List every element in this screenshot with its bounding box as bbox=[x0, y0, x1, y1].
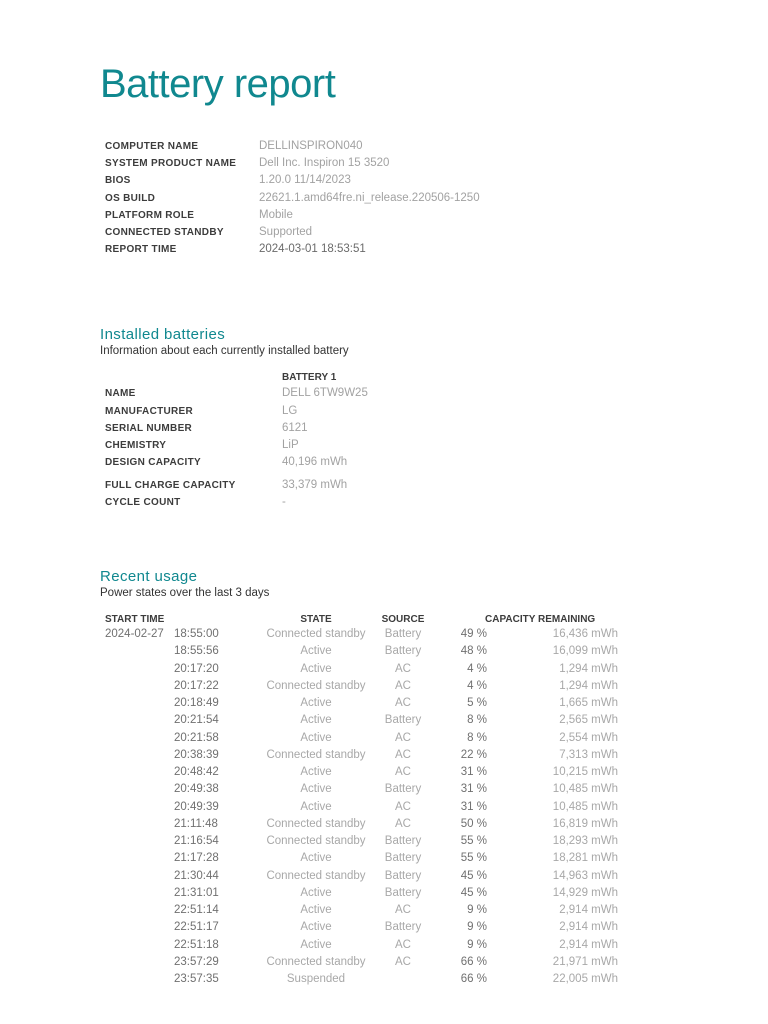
recent-usage-description: Power states over the last 3 days bbox=[100, 587, 270, 599]
usage-capacity-percent: 31 % bbox=[460, 800, 487, 813]
usage-capacity-percent: 9 % bbox=[467, 904, 487, 916]
usage-state: Connected standby bbox=[266, 748, 366, 761]
usage-capacity-percent: 22 % bbox=[460, 748, 487, 761]
usage-state: Connected standby bbox=[266, 869, 366, 882]
battery-field-value: DELL 6TW9W25 bbox=[282, 387, 368, 399]
usage-capacity-mwh: 2,914 mWh bbox=[559, 921, 618, 934]
battery-field-value: 6121 bbox=[282, 422, 308, 434]
usage-capacity-percent: 9 % bbox=[467, 938, 487, 951]
system-info-value: Dell Inc. Inspiron 15 3520 bbox=[259, 157, 390, 170]
battery-field-label: SERIAL NUMBER bbox=[105, 423, 193, 434]
usage-source: AC bbox=[395, 748, 411, 761]
usage-source: AC bbox=[395, 731, 411, 744]
battery-field-value: 40,196 mWh bbox=[282, 456, 348, 468]
usage-time: 20:38:39 bbox=[174, 748, 219, 761]
usage-source: Battery bbox=[384, 852, 422, 865]
system-info-value: DELLINSPIRON040 bbox=[259, 140, 363, 152]
usage-source: Battery bbox=[384, 835, 422, 847]
usage-capacity-percent: 55 % bbox=[460, 835, 487, 847]
usage-source: AC bbox=[395, 904, 411, 916]
page-title: Battery report bbox=[100, 62, 336, 106]
usage-time: 20:18:49 bbox=[174, 697, 219, 709]
usage-capacity-percent: 9 % bbox=[467, 921, 487, 934]
battery-field-value: - bbox=[282, 496, 286, 508]
usage-source: Battery bbox=[384, 783, 422, 796]
usage-state: Active bbox=[300, 731, 332, 744]
usage-source: Battery bbox=[384, 921, 422, 934]
source-header: SOURCE bbox=[381, 614, 425, 625]
usage-time: 22:51:18 bbox=[174, 938, 219, 951]
usage-time: 20:49:38 bbox=[174, 783, 219, 796]
usage-capacity-percent: 66 % bbox=[460, 955, 487, 968]
battery-field-label: DESIGN CAPACITY bbox=[105, 457, 201, 468]
system-info-value: 1.20.0 11/14/2023 bbox=[259, 174, 351, 187]
usage-capacity-percent: 66 % bbox=[460, 973, 487, 985]
system-info-label: REPORT TIME bbox=[105, 244, 177, 256]
usage-state: Active bbox=[300, 766, 332, 778]
usage-source: Battery bbox=[384, 886, 422, 899]
usage-time: 21:17:28 bbox=[174, 852, 219, 865]
system-info-label: PLATFORM ROLE bbox=[105, 209, 195, 221]
usage-capacity-mwh: 10,485 mWh bbox=[552, 783, 618, 796]
usage-source: Battery bbox=[384, 714, 422, 727]
usage-date: 2024-02-27 bbox=[105, 628, 164, 640]
usage-capacity-percent: 45 % bbox=[460, 886, 487, 899]
usage-capacity-percent: 49 % bbox=[460, 628, 487, 640]
usage-state: Active bbox=[300, 783, 332, 796]
usage-time: 21:16:54 bbox=[174, 835, 219, 847]
usage-state: Active bbox=[300, 645, 332, 658]
usage-capacity-percent: 45 % bbox=[460, 869, 487, 882]
usage-state: Active bbox=[300, 697, 332, 709]
usage-source: Battery bbox=[384, 645, 422, 658]
usage-time: 22:51:14 bbox=[174, 904, 219, 916]
usage-state: Suspended bbox=[286, 973, 346, 985]
usage-capacity-mwh: 2,914 mWh bbox=[559, 938, 618, 951]
usage-capacity-mwh: 2,554 mWh bbox=[559, 731, 618, 744]
usage-time: 20:21:54 bbox=[174, 714, 219, 727]
usage-source: AC bbox=[395, 766, 411, 778]
usage-source: AC bbox=[395, 955, 411, 968]
system-info-label: SYSTEM PRODUCT NAME bbox=[105, 158, 237, 170]
usage-capacity-percent: 4 % bbox=[467, 662, 487, 675]
usage-capacity-percent: 31 % bbox=[460, 783, 487, 796]
usage-capacity-mwh: 16,099 mWh bbox=[552, 645, 618, 658]
usage-time: 18:55:56 bbox=[174, 645, 219, 658]
usage-state: Active bbox=[300, 938, 332, 951]
usage-capacity-mwh: 1,294 mWh bbox=[559, 662, 618, 675]
usage-state: Connected standby bbox=[266, 817, 366, 830]
usage-source: AC bbox=[395, 817, 411, 830]
usage-capacity-mwh: 21,971 mWh bbox=[552, 955, 618, 968]
usage-state: Active bbox=[300, 714, 332, 727]
usage-state: Connected standby bbox=[266, 628, 366, 640]
recent-usage-heading: Recent usage bbox=[100, 568, 198, 585]
start-time-header: START TIME bbox=[105, 614, 165, 625]
battery-field-label: CHEMISTRY bbox=[105, 440, 167, 451]
system-info-value: 2024-03-01 18:53:51 bbox=[259, 243, 366, 256]
usage-capacity-mwh: 10,215 mWh bbox=[552, 766, 618, 778]
usage-capacity-mwh: 7,313 mWh bbox=[559, 748, 618, 761]
usage-capacity-mwh: 10,485 mWh bbox=[552, 800, 618, 813]
usage-source: AC bbox=[395, 679, 411, 692]
system-info-value: Mobile bbox=[259, 208, 293, 221]
usage-capacity-mwh: 16,819 mWh bbox=[552, 817, 618, 830]
system-info-value: Supported bbox=[259, 226, 313, 238]
usage-capacity-mwh: 16,436 mWh bbox=[552, 628, 618, 640]
usage-time: 20:48:42 bbox=[174, 766, 219, 778]
usage-source: Battery bbox=[384, 869, 422, 882]
installed-batteries-heading: Installed batteries bbox=[100, 326, 226, 343]
usage-time: 21:31:01 bbox=[174, 886, 219, 899]
state-header: STATE bbox=[300, 614, 332, 625]
system-info-label: COMPUTER NAME bbox=[105, 141, 199, 152]
usage-capacity-mwh: 1,665 mWh bbox=[559, 697, 618, 709]
usage-capacity-mwh: 18,281 mWh bbox=[552, 852, 618, 865]
battery-field-value: LiP bbox=[282, 439, 299, 451]
usage-state: Connected standby bbox=[266, 955, 366, 968]
usage-time: 23:57:35 bbox=[174, 973, 219, 985]
usage-capacity-percent: 8 % bbox=[467, 714, 487, 727]
usage-capacity-percent: 55 % bbox=[460, 852, 487, 865]
usage-capacity-mwh: 18,293 mWh bbox=[552, 835, 618, 847]
usage-time: 20:17:20 bbox=[174, 662, 219, 675]
usage-time: 18:55:00 bbox=[174, 628, 219, 640]
usage-time: 20:21:58 bbox=[174, 731, 219, 744]
usage-source: Battery bbox=[384, 628, 422, 640]
usage-state: Connected standby bbox=[266, 679, 366, 692]
system-info-label: OS BUILD bbox=[105, 192, 156, 204]
battery-field-label: NAME bbox=[105, 388, 136, 399]
usage-state: Active bbox=[300, 904, 332, 916]
usage-capacity-percent: 50 % bbox=[460, 817, 487, 830]
usage-source: AC bbox=[395, 938, 411, 951]
system-info-label: BIOS bbox=[105, 175, 131, 187]
usage-capacity-percent: 48 % bbox=[460, 645, 487, 658]
capacity-remaining-header: CAPACITY REMAINING bbox=[485, 614, 596, 625]
usage-state: Active bbox=[300, 662, 332, 675]
usage-state: Connected standby bbox=[266, 835, 366, 847]
usage-time: 23:57:29 bbox=[174, 955, 219, 968]
usage-capacity-mwh: 2,565 mWh bbox=[559, 714, 618, 727]
usage-capacity-mwh: 2,914 mWh bbox=[559, 904, 618, 916]
usage-state: Active bbox=[300, 800, 332, 813]
usage-state: Active bbox=[300, 852, 332, 865]
battery-field-value: LG bbox=[282, 405, 298, 417]
usage-state: Active bbox=[300, 886, 332, 899]
usage-state: Active bbox=[300, 921, 332, 934]
usage-capacity-mwh: 1,294 mWh bbox=[559, 679, 618, 692]
usage-capacity-mwh: 14,963 mWh bbox=[552, 869, 618, 882]
usage-capacity-percent: 8 % bbox=[467, 731, 487, 744]
usage-time: 22:51:17 bbox=[174, 921, 219, 934]
installed-batteries-description: Information about each currently installed battery bbox=[100, 345, 349, 357]
usage-time: 21:30:44 bbox=[174, 869, 219, 882]
usage-time: 20:17:22 bbox=[174, 679, 219, 692]
system-info-value: 22621.1.amd64fre.ni_release.220506-1250 bbox=[259, 191, 480, 204]
battery-field-label: MANUFACTURER bbox=[105, 406, 194, 417]
usage-capacity-percent: 31 % bbox=[460, 766, 487, 778]
usage-capacity-percent: 5 % bbox=[467, 697, 487, 709]
battery-1-column-header: BATTERY 1 bbox=[282, 372, 337, 383]
battery-field-label: CYCLE COUNT bbox=[105, 497, 181, 508]
usage-source: AC bbox=[395, 662, 411, 675]
usage-capacity-mwh: 14,929 mWh bbox=[552, 886, 618, 899]
battery-field-label: FULL CHARGE CAPACITY bbox=[105, 480, 236, 491]
system-info-label: CONNECTED STANDBY bbox=[105, 227, 224, 238]
battery-field-value: 33,379 mWh bbox=[282, 479, 348, 491]
usage-capacity-mwh: 22,005 mWh bbox=[552, 973, 618, 985]
usage-capacity-percent: 4 % bbox=[467, 679, 487, 692]
usage-time: 21:11:48 bbox=[174, 817, 218, 830]
usage-time: 20:49:39 bbox=[174, 800, 219, 813]
usage-source: AC bbox=[395, 800, 411, 813]
usage-source: AC bbox=[395, 697, 411, 709]
